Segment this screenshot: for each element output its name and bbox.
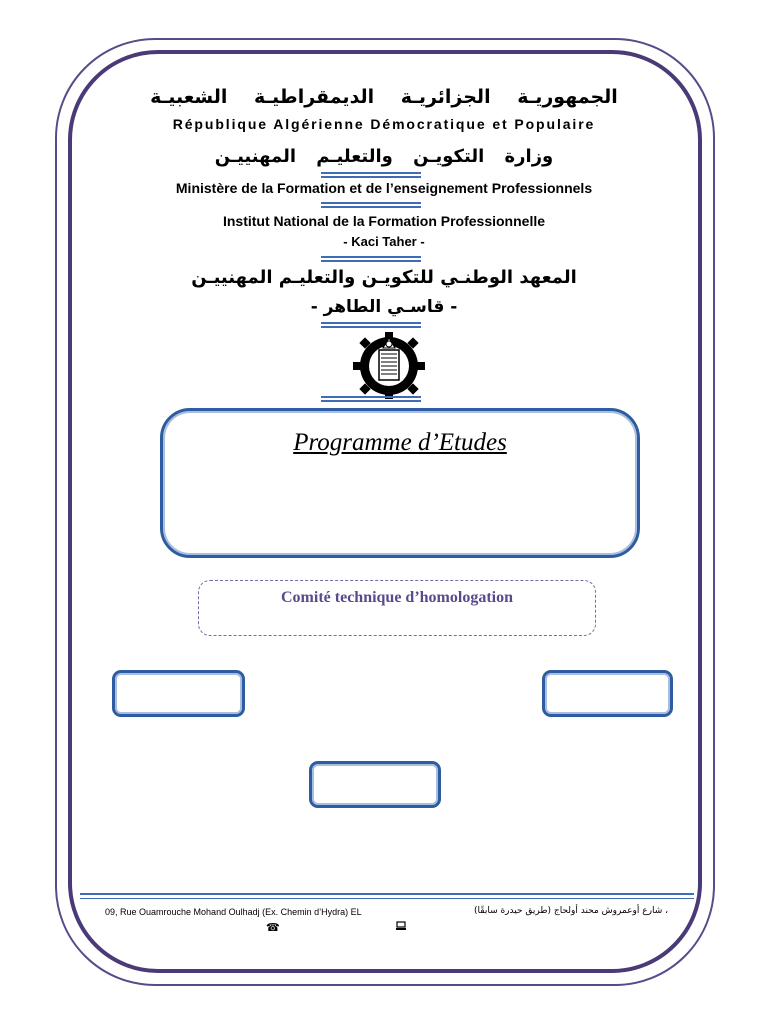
divider (321, 256, 421, 262)
french-ministry-title: Ministère de la Formation et de l’enseignement Professionnels (175, 180, 593, 196)
arabic-institute-title: المعهد الوطنـي للتكويـن والتعليـم المهنييـن (191, 267, 577, 288)
institute-logo-icon (351, 330, 427, 400)
footer-divider (80, 898, 694, 899)
fax-icon (396, 921, 406, 934)
divider (321, 202, 421, 208)
divider (321, 396, 421, 402)
divider (321, 172, 421, 178)
french-republic-title: République Algérienne Démocratique et Populaire (172, 116, 596, 132)
arabic-republic-title: الجمهوريـة الجزائريـة الديمقراطيـة الشعبيـة (150, 86, 618, 108)
committee-box (198, 580, 596, 636)
french-institute-title: Institut National de la Formation Professionnelle (222, 213, 546, 229)
footer-divider (80, 893, 694, 895)
divider (321, 322, 421, 328)
blank-field-right (542, 670, 673, 717)
program-title: Programme d’Etudes (293, 429, 507, 456)
french-institute-name: - Kaci Taher - (343, 234, 425, 249)
program-title-box (160, 408, 640, 558)
phone-icon: ☎ (266, 922, 280, 934)
blank-field-center (309, 761, 441, 808)
footer-address-arabic: ، شارع أوعمروش محند أولحاج (طريق حيدرة سابقًا) (474, 906, 668, 916)
arabic-institute-name: - قاسـي الطاهر - (310, 297, 458, 317)
blank-field-left (112, 670, 245, 717)
footer-address-french: 09, Rue Ouamrouche Mohand Oulhadj (Ex. Chemin d’Hydra) EL (105, 907, 362, 917)
committee-label: Comité technique d’homologation (281, 589, 513, 606)
arabic-ministry-title: وزارة التكويـن والتعليـم المهنييـن (214, 146, 554, 167)
